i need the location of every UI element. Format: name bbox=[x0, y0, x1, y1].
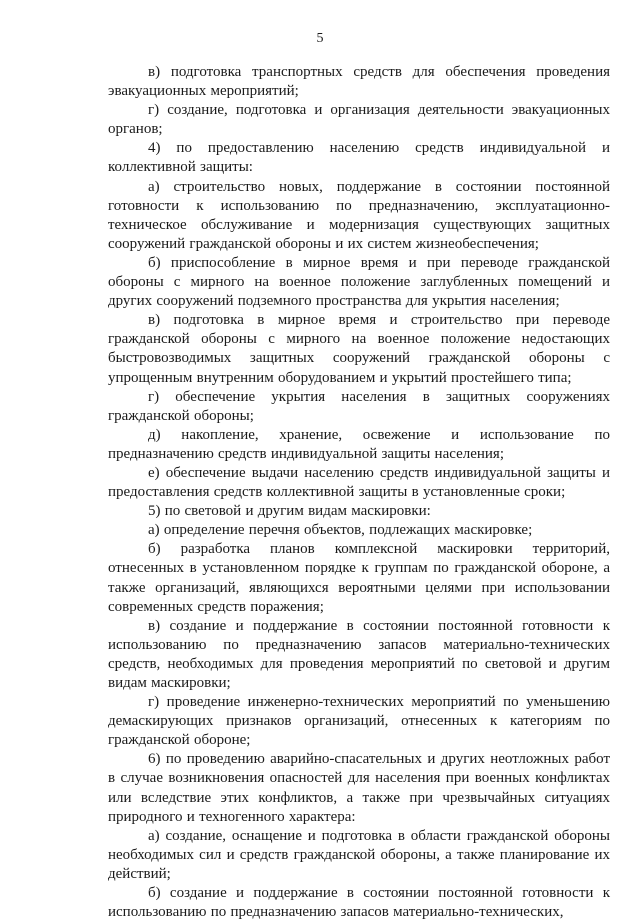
paragraph-5v-material-reserves: в) создание и поддержание в состоянии постоянной готовности к использованию по предназначению запасов материально-технических средств, необходимых для проведения мероприятий по световой и другим видам маскировки; bbox=[108, 617, 610, 691]
paragraph-6a-forces-preparation: а) создание, оснащение и подготовка в области гражданской обороны необходимых сил и средств гражданской обороны, а также планирование их действий; bbox=[108, 827, 610, 882]
paragraph-6b-reserves-readiness: б) создание и поддержание в состоянии постоянной готовности к использованию по предназначению запасов материально-технических, bbox=[108, 885, 610, 921]
paragraph-3v-transport: в) подготовка транспортных средств для обеспечения проведения эвакуационных мероприятий; bbox=[108, 64, 610, 100]
paragraph-4-protection-means: 4) по предоставлению населению средств индивидуальной и коллективной защиты: bbox=[108, 140, 610, 176]
paragraph-6-rescue-operations: 6) по проведению аварийно-спасательных и других неотложных работ в случае возникновения опасностей для населения при военных конфликтах или вследствие этих конфликтов, а также при чрезвычайных ситуациях природного и техногенного характера: bbox=[108, 751, 610, 825]
paragraph-5b-camouflage-plans: б) разработка планов комплексной маскировки территорий, отнесенных в установленном порядке к группам по гражданской обороне, а также организаций, являющихся вероятными целями при использовании современных средств поражения; bbox=[108, 541, 610, 615]
paragraph-5g-engineering-measures: г) проведение инженерно-технических мероприятий по уменьшению демаскирующих признаков организаций, отнесенных к категориям по гражданской обороне; bbox=[108, 694, 610, 749]
paragraph-4g-population-shelter: г) обеспечение укрытия населения в защитных сооружениях гражданской обороны; bbox=[108, 388, 610, 424]
paragraph-4v-prefab-shelters: в) подготовка в мирное время и строительство при переводе гражданской обороны с мирного на военное положение недостающих быстровозводимых защитных сооружений гражданской обороны с упрощенным внутренним оборудованием и укрытий простейшего типа; bbox=[108, 312, 610, 386]
paragraph-5-camouflage: 5) по световой и другим видам маскировки: bbox=[148, 503, 431, 520]
paragraph-4e-issuing-protection: е) обеспечение выдачи населению средств индивидуальной защиты и предоставления средств коллективной защиты в установленные сроки; bbox=[108, 464, 610, 501]
page-number: 5 bbox=[316, 31, 324, 46]
paragraph-5a-object-list: а) определение перечня объектов, подлежащих маскировке; bbox=[148, 522, 533, 539]
paragraph-4d-personal-protection-stock: д) накопление, хранение, освежение и использование по предназначению средств индивидуальной защиты населения; bbox=[108, 426, 610, 462]
paragraph-3g-evacuation-bodies: г) создание, подготовка и организация деятельности эвакуационных органов; bbox=[108, 102, 610, 138]
document-body bbox=[108, 63, 610, 922]
paragraph-4a-shelter-construction: а) строительство новых, поддержание в состоянии постоянной готовности к использованию по предназначению, эксплуатационно-техническое обслуживание и модернизация существующих защитных сооружений гражданской обороны и их систем жизнеобеспечения; bbox=[108, 178, 610, 252]
paragraph-4b-underground-premises: б) приспособление в мирное время и при переводе гражданской обороны с мирного на военное положение заглубленных помещений и других сооружений подземного пространства для укрытия населения; bbox=[108, 254, 610, 310]
